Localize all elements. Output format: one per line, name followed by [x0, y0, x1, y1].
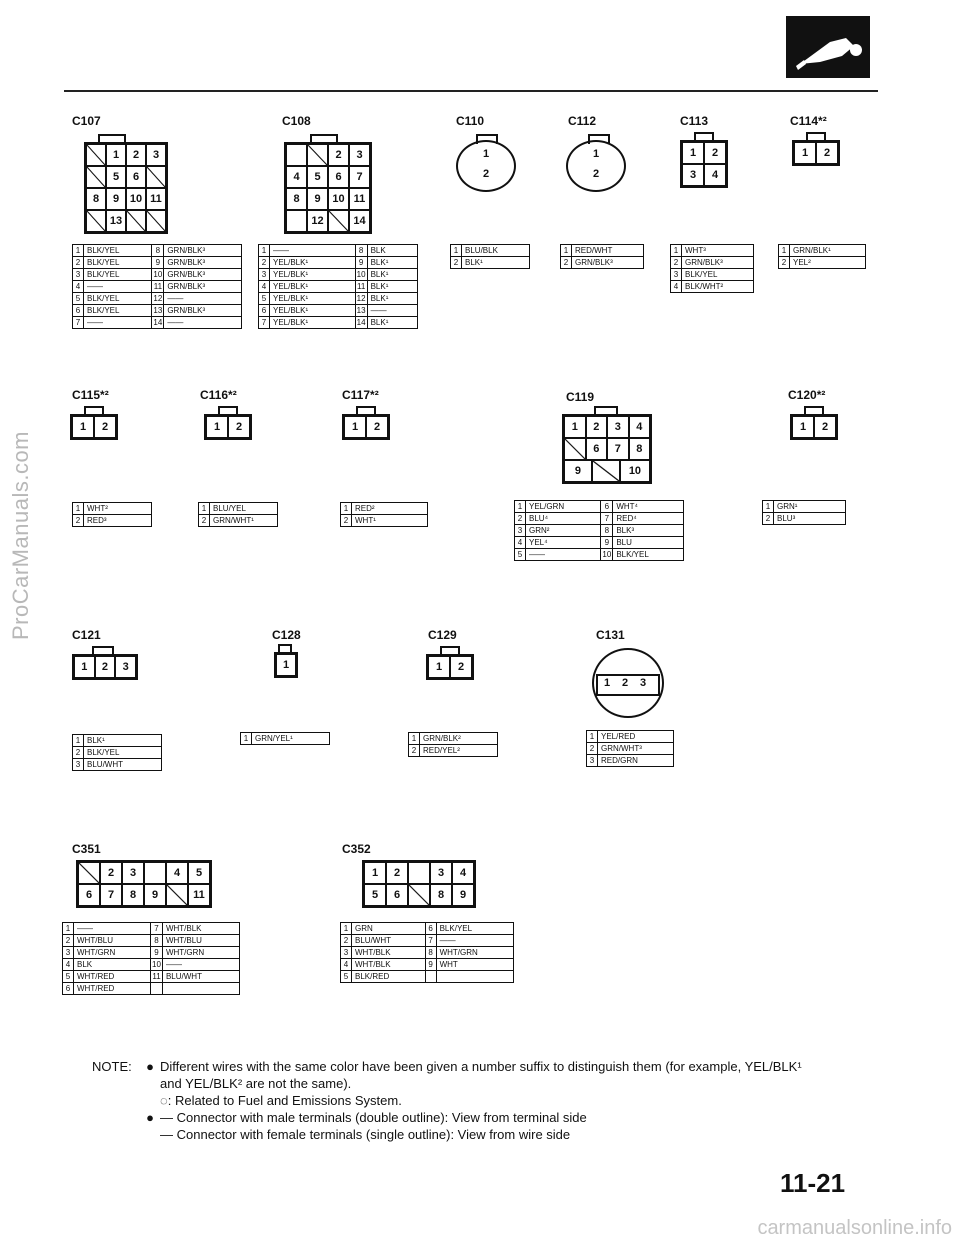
pin: 2 [450, 656, 472, 678]
pin: 1 [74, 656, 95, 678]
connector-name: C115*² [72, 388, 109, 402]
connector-name: C128 [272, 628, 301, 642]
wire-table-c115: 1 WHT² 2 RED³ [72, 502, 152, 527]
pin: 2 [386, 862, 408, 884]
pin: 1 [72, 416, 94, 438]
pin: 11 [146, 188, 166, 210]
pin: 1 [344, 416, 366, 438]
pin: 4 [166, 862, 188, 884]
notes-section [92, 1058, 882, 1143]
note-line: and YEL/BLK² are not the same). [160, 1076, 352, 1091]
note-line: — Connector with male terminals (double outline): View from terminal side [160, 1110, 587, 1125]
pin: 2 [814, 416, 836, 438]
cavity-lock [144, 862, 166, 884]
wire-table-c131: 1 YEL/RED 2 GRN/WHT³ 3 RED/GRN [586, 730, 674, 767]
cavity-empty [166, 884, 188, 906]
pin: 3 [607, 416, 629, 438]
pin: 3 [430, 862, 452, 884]
pin: 1 [428, 656, 450, 678]
pin: 4 [629, 416, 651, 438]
wire-table-c352: 1 GRN 6 BLK/YEL 2 BLU/WHT 7 —— 3 WHT/BLK 8 WHT/GRN 4 WHT/BLK 9 WHT 5 BLK/RED [340, 922, 514, 983]
pin: 6 [586, 438, 608, 460]
pin: 2 [94, 416, 116, 438]
pin: 2 [328, 144, 349, 166]
wire-table-c113: 1 WHT³ 2 GRN/BLK³ 3 BLK/YEL 4 BLK/WHT² [670, 244, 754, 293]
pin: 9 [307, 188, 328, 210]
cavity-empty [408, 884, 430, 906]
connector-c116 [204, 414, 252, 440]
connector-c129 [426, 654, 474, 680]
connector-name: C112 [568, 114, 597, 128]
connector-c352 [362, 860, 476, 908]
pin: 1 [364, 862, 386, 884]
pin: 10 [328, 188, 349, 210]
wire-table-c108: 1 —— 8 BLK 2 YEL/BLK¹ 9 BLK¹ 3 YEL/BLK¹ 10 BLK¹ 4 YEL/BLK¹ 11 BLK¹ 5 YEL/BLK¹ 12 BLK¹ 6 YEL/BLK¹ 13 —— 7 YEL/BLK¹ 14 BLK¹ [258, 244, 418, 329]
pin: 14 [349, 210, 370, 232]
cavity-empty [328, 210, 349, 232]
pin: 8 [286, 188, 307, 210]
pin: 1 [483, 148, 490, 160]
cavity-empty [86, 210, 106, 232]
pin: 6 [386, 884, 408, 906]
connector-c107 [84, 142, 168, 234]
page-number: 11-21 [780, 1168, 846, 1198]
connector-c128 [274, 652, 298, 678]
pin: 6 [328, 166, 349, 188]
note-label: NOTE: [92, 1059, 132, 1074]
wire-table-c121: 1 BLK¹ 2 BLK/YEL 3 BLU/WHT [72, 734, 162, 771]
pin: 7 [349, 166, 370, 188]
pin: 5 [188, 862, 210, 884]
connector-name: C351 [72, 842, 101, 856]
pin: 8 [430, 884, 452, 906]
pin: 1 [792, 416, 814, 438]
connector-c110 [456, 140, 516, 192]
pin: 5 [307, 166, 328, 188]
note-line: Different wires with the same color have been given a number suffix to distinguish them (for example, YEL/BLK¹ [160, 1059, 802, 1074]
pin: 5 [364, 884, 386, 906]
connector-name: C121 [72, 628, 101, 642]
connector-name: C113 [680, 114, 709, 128]
pin: 8 [629, 438, 651, 460]
connector-c114 [792, 140, 840, 166]
cavity-empty [86, 144, 106, 166]
pin: 2 [126, 144, 146, 166]
pin: 9 [106, 188, 126, 210]
pin: 2 [816, 142, 838, 164]
connector-c121 [72, 654, 138, 680]
note-line: ◌: Related to Fuel and Emissions System. [160, 1093, 402, 1108]
wire-table-c119: 1 YEL/GRN 6 WHT⁴ 2 BLU⁴ 7 RED⁴ 3 GRN² 8 BLK³ 4 YEL⁴ 9 BLU 5 —— 10 BLK/YEL [514, 500, 684, 561]
connector-c115 [70, 414, 118, 440]
cavity-empty [564, 438, 586, 460]
connector-c119 [562, 414, 652, 484]
pin: 1 [682, 142, 704, 164]
connector-name: C108 [282, 114, 311, 128]
wire-table-c351: 1 —— 7 WHT/BLK 2 WHT/BLU 8 WHT/BLU 3 WHT/GRN 9 WHT/GRN 4 BLK 10 —— 5 WHT/RED 11 BLU/WHT 6 WHT/RED [62, 922, 240, 995]
header-rule [64, 90, 878, 92]
pin: 1 [276, 654, 296, 676]
pin: 1 [604, 677, 611, 689]
pin: 6 [126, 166, 146, 188]
pin: 8 [122, 884, 144, 906]
wire-table-c120: 1 GRN¹ 2 BLU³ [762, 500, 846, 525]
connector-c112 [566, 140, 626, 192]
wire-table-c129: 1 GRN/BLK² 2 RED/YEL² [408, 732, 498, 757]
wire-table-c116: 1 BLU/YEL 2 GRN/WHT¹ [198, 502, 278, 527]
pin: 3 [115, 656, 136, 678]
pin: 13 [106, 210, 126, 232]
connector-name: C107 [72, 114, 101, 128]
pin: 2 [483, 168, 490, 180]
cavity-empty [307, 144, 328, 166]
connector-c108 [284, 142, 372, 234]
bullet-icon: ● [146, 1059, 154, 1074]
pin: 7 [100, 884, 122, 906]
connector-c113 [680, 140, 728, 188]
cavity-empty [86, 166, 106, 188]
pin: 4 [704, 164, 726, 186]
wire-table-c107: 1 BLK/YEL 8 GRN/BLK³ 2 BLK/YEL 9 GRN/BLK³ 3 BLK/YEL 10 GRN/BLK³ 4 —— 11 GRN/BLK³ 5 BLK/YEL 12 —— 6 BLK/YEL 13 GRN/BLK³ 7 —— 14 —— [72, 244, 242, 329]
fuel-nozzle-icon [786, 16, 870, 78]
pin: 11 [349, 188, 370, 210]
pin: 2 [704, 142, 726, 164]
pin: 3 [682, 164, 704, 186]
pin: 4 [452, 862, 474, 884]
cavity-empty [146, 210, 166, 232]
connector-name: C116*² [200, 388, 237, 402]
pin: 3 [349, 144, 370, 166]
connector-name: C110 [456, 114, 485, 128]
connector-name: C117*² [342, 388, 379, 402]
connector-name: C120*² [788, 388, 826, 402]
pin: 11 [188, 884, 210, 906]
pin: 4 [286, 166, 307, 188]
pin: 10 [620, 460, 650, 482]
pin: 9 [452, 884, 474, 906]
cavity-spacer [286, 144, 307, 166]
connector-name: C129 [428, 628, 457, 642]
pin: 3 [122, 862, 144, 884]
connector-name: C352 [342, 842, 371, 856]
wire-table-c117: 1 RED² 2 WHT¹ [340, 502, 428, 527]
pin: 9 [144, 884, 166, 906]
pin: 2 [366, 416, 388, 438]
pin: 2 [228, 416, 250, 438]
pin: 2 [586, 416, 608, 438]
watermark-left: ProCarManuals.com [8, 430, 33, 640]
connector-name: C119 [566, 390, 595, 404]
pin: 2 [95, 656, 116, 678]
cavity-lock [408, 862, 430, 884]
pin: 10 [126, 188, 146, 210]
pin: 2 [100, 862, 122, 884]
pin: 1 [206, 416, 228, 438]
pin: 1 [593, 148, 600, 160]
pin: 7 [607, 438, 629, 460]
pin: 12 [307, 210, 328, 232]
pin: 5 [106, 166, 126, 188]
pin: 1 [794, 142, 816, 164]
watermark-bottom: carmanualsonline.info [757, 1217, 952, 1239]
cavity-empty [126, 210, 146, 232]
connector-name: C131 [596, 628, 625, 642]
pin: 2 [622, 677, 629, 689]
pin: 3 [146, 144, 166, 166]
pin: 1 [106, 144, 126, 166]
note-line: — Connector with female terminals (single outline): View from wire side [160, 1127, 571, 1142]
cavity-empty [592, 460, 620, 482]
cavity-spacer [286, 210, 307, 232]
wire-table-c110: 1 BLU/BLK 2 BLK¹ [450, 244, 530, 269]
connector-c351 [76, 860, 212, 908]
wire-table-c112: 1 RED/WHT 2 GRN/BLK³ [560, 244, 644, 269]
pin: 1 [564, 416, 586, 438]
connector-c117 [342, 414, 390, 440]
pin: 2 [593, 168, 600, 180]
pin: 9 [564, 460, 592, 482]
pin: 6 [78, 884, 100, 906]
cavity-empty [146, 166, 166, 188]
wire-table-c114: 1 GRN/BLK¹ 2 YEL² [778, 244, 866, 269]
cavity-empty [78, 862, 100, 884]
pin: 8 [86, 188, 106, 210]
connector-name: C114*² [790, 114, 827, 128]
connector-c131 [592, 648, 664, 718]
wire-table-c128: 1 GRN/YEL¹ [240, 732, 330, 745]
connector-c120 [790, 414, 838, 440]
pin: 3 [640, 677, 647, 689]
bullet-icon: ● [146, 1110, 154, 1125]
